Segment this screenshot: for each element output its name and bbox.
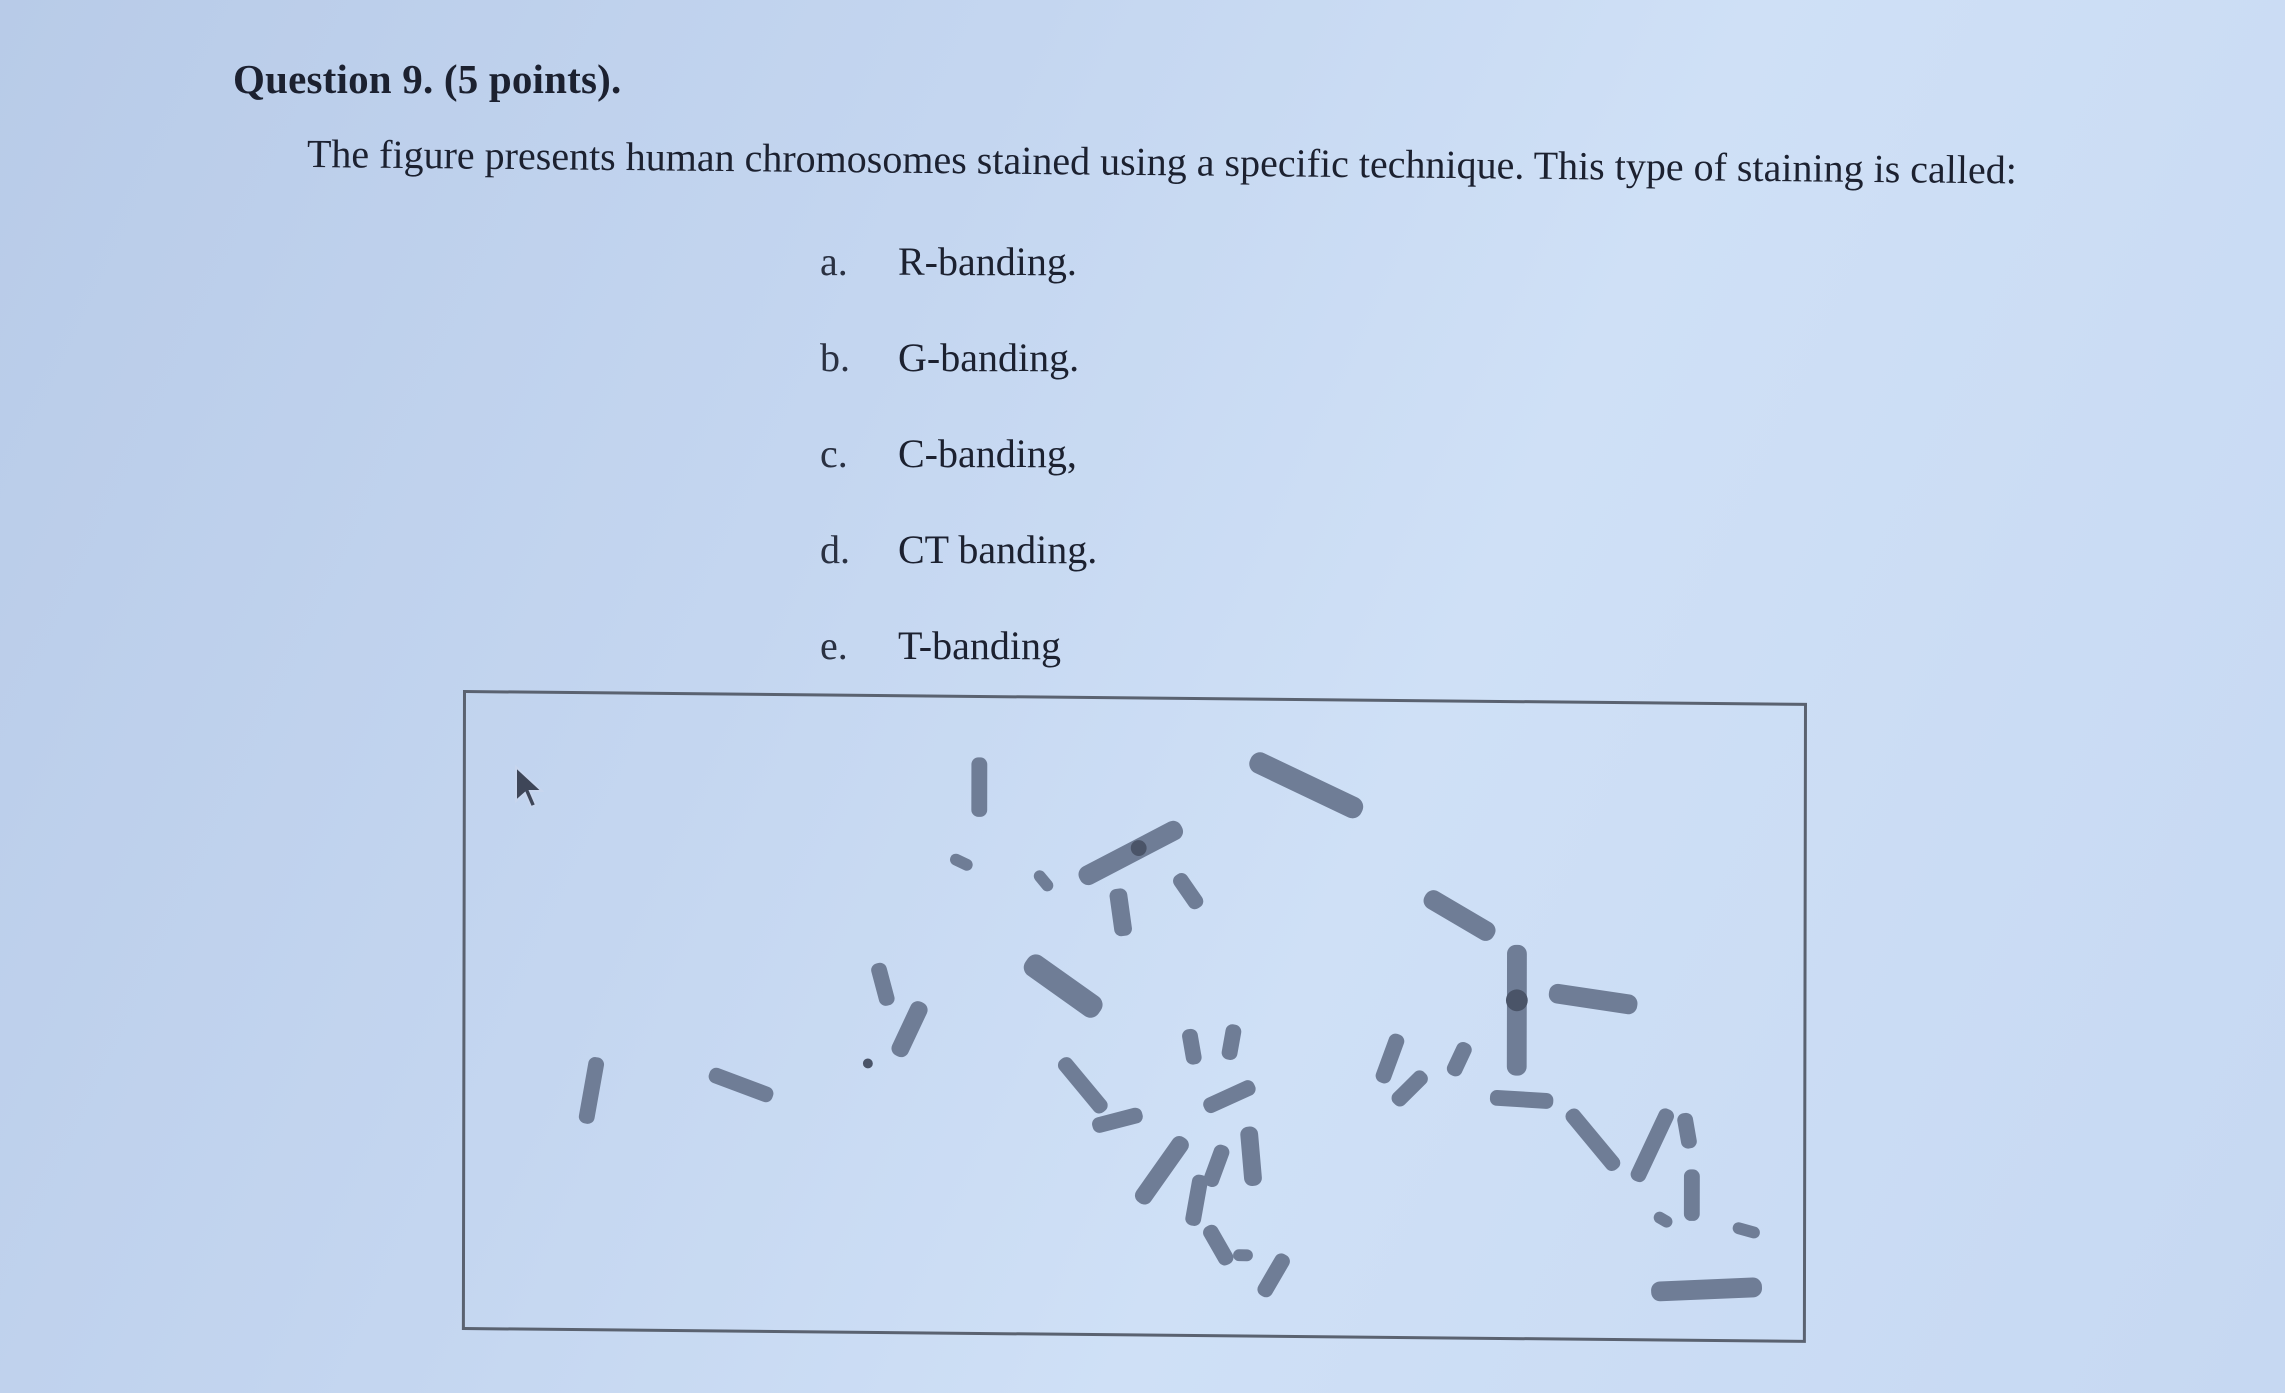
chromosome [1181, 1028, 1203, 1066]
chromosome [1109, 888, 1133, 937]
chromosome [1201, 1222, 1236, 1268]
chromosome [1676, 1112, 1698, 1150]
option-d[interactable] [820, 526, 1097, 622]
chromosome [1255, 1251, 1293, 1300]
chromosome-spread-image [465, 693, 1804, 1340]
chromosome [1240, 1126, 1263, 1187]
option-letter: b. [820, 335, 850, 380]
chromosome [1201, 1143, 1231, 1189]
chromosome [1233, 1249, 1253, 1261]
chromosome [1020, 950, 1107, 1021]
chromosome [1246, 749, 1366, 822]
chromosome-figure [462, 690, 1807, 1343]
chromosome [1445, 1040, 1474, 1079]
option-text: R-banding. [898, 239, 1077, 284]
chromosome [1389, 1068, 1431, 1110]
mouse-pointer-icon [514, 765, 544, 816]
chromosome [1221, 1023, 1243, 1061]
option-text: C-banding, [898, 431, 1077, 476]
option-b[interactable] [820, 334, 1097, 430]
chromosome [889, 998, 930, 1059]
question-title: Question 9. (5 points). [233, 56, 622, 102]
option-text: CT banding. [898, 527, 1098, 572]
question-prompt: The figure presents human chromosomes stained using a specific technique. This type of staining is called: [306, 131, 2018, 193]
chromosome [1420, 887, 1498, 944]
chromosome [1628, 1106, 1676, 1184]
chromosome [578, 1056, 605, 1125]
chromosome [1652, 1209, 1675, 1229]
chromosome [870, 961, 897, 1007]
chromosome [707, 1066, 776, 1104]
chromosome [1374, 1032, 1407, 1086]
chromosome [971, 757, 987, 817]
chromosome [1201, 1078, 1258, 1115]
option-letter: d. [820, 527, 850, 572]
option-letter: c. [820, 431, 848, 476]
chromosome [1132, 1133, 1192, 1208]
centromere [1506, 989, 1528, 1011]
chromosome [1055, 1054, 1110, 1116]
chromosome [1684, 1169, 1700, 1221]
chromosome [1031, 868, 1055, 894]
centromere [1131, 840, 1147, 856]
answer-options [820, 238, 1097, 718]
chromosome [1170, 870, 1206, 912]
option-text: T-banding [898, 623, 1061, 668]
option-letter: a. [820, 239, 848, 284]
chromosome-group [577, 742, 1763, 1304]
chromosome [948, 852, 975, 873]
chromosome [1075, 818, 1186, 889]
chromosome [1563, 1106, 1623, 1174]
option-letter: e. [820, 623, 848, 668]
chromosome [1731, 1221, 1761, 1240]
option-a[interactable] [820, 238, 1097, 334]
option-text: G-banding. [898, 335, 1080, 380]
option-c[interactable] [820, 430, 1097, 526]
chromosome [1490, 1090, 1554, 1110]
chromosome-dot [863, 1058, 873, 1068]
chromosome [1651, 1277, 1763, 1302]
chromosome [1548, 983, 1639, 1016]
